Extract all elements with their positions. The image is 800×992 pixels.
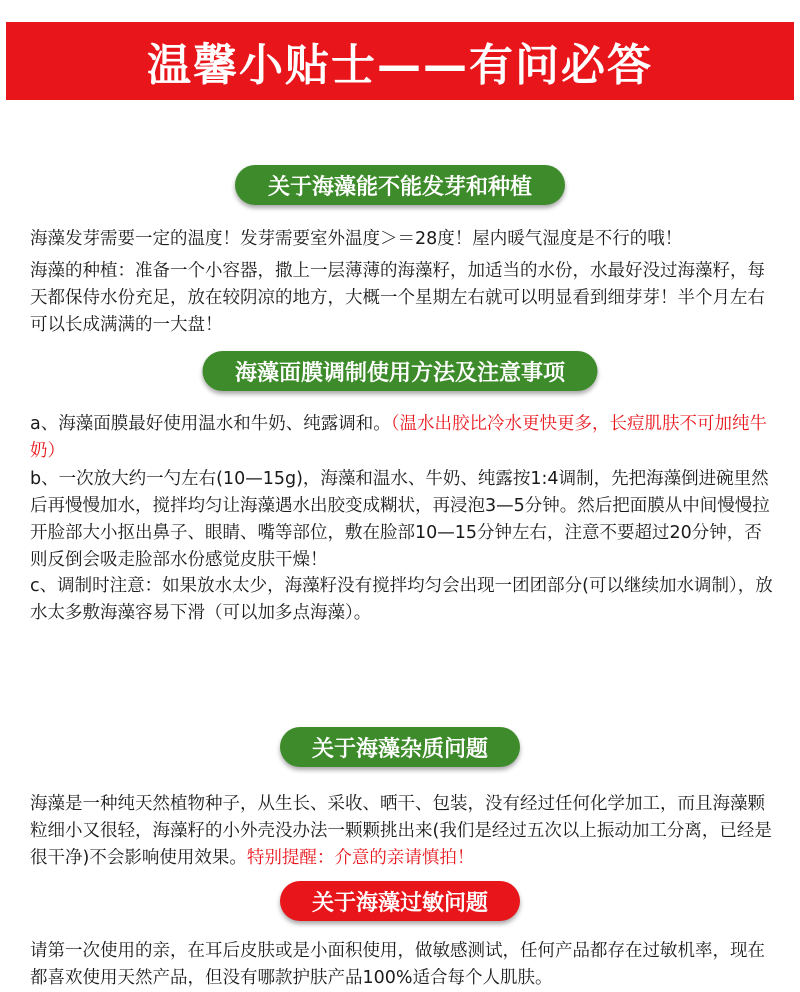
header-banner xyxy=(6,22,794,100)
impurity-paragraph xyxy=(30,791,775,872)
impurity-text: 海藻是一种纯天然植物种子，从生长、采收、晒干、包装，没有经过任何化学加工，而且海藻颗粒细小又很轻，海藻籽的小外壳没办法一颗颗挑出来(我们是经过五次以上振动加工分离，已经是很干净)不会影响使用效果。 xyxy=(30,794,772,868)
impurity-note: 特别提醒：介意的亲请慎拍！ xyxy=(246,848,475,868)
mask-step-b: b、一次放大约一勺左右(10—15g)，海藻和温水、牛奶、纯露按1:4调制，先把海藻倒进碗里然后再慢慢加水，搅拌均匀让海藻遇水出胶变成糊状，再浸泡3—5分钟。然后把面膜从中间慢慢拉开脸部大小抠出鼻子、眼睛、嘴等部位，敷在脸部10—15分钟左右，注意不要超过20分钟，否则反倒会吸走脸部水份感觉皮肤干燥！ xyxy=(30,469,770,570)
mask-step-a-text: a、海藻面膜最好使用温水和牛奶、纯露调和。 xyxy=(30,414,391,434)
mask-step-a xyxy=(30,411,775,465)
page-title: 温馨小贴士——有问必答 xyxy=(147,40,653,91)
allergy-text: 请第一次使用的亲，在耳后皮肤或是小面积使用，做敏感测试，任何产品都存在过敏机率，现在都喜欢使用天然产品，但没有哪款护肤产品100%适合每个人肌肤。 xyxy=(30,941,765,988)
sprout-planting-text: 海藻的种植：准备一个小容器，撒上一层薄薄的海藻籽，加适当的水份，水最好没过海藻籽，每天都保侍水份充足，放在较阴凉的地方，大概一个星期左右就可以明显看到细芽芽！半个月左右可以长成满满的一大盘！ xyxy=(30,261,765,335)
section-heading-sprout: 关于海藻能不能发芽和种植 xyxy=(235,165,565,205)
section-heading-allergy: 关于海藻过敏问题 xyxy=(280,881,520,921)
mask-step-a-note: （温水出胶比冷水更快更多，长痘肌肤不可加纯牛奶） xyxy=(30,414,767,461)
sprout-temperature-text: 海藻发芽需要一定的温度！发芽需要室外温度＞＝28度！屋内暖气湿度是不行的哦！ xyxy=(30,229,683,249)
mask-step-c: c、调制时注意：如果放水太少，海藻籽没有搅拌均匀会出现一团团部分(可以继续加水调制），放水太多敷海藻容易下滑（可以加多点海藻）。 xyxy=(30,576,773,623)
section-heading-impurity: 关于海藻杂质问题 xyxy=(280,727,520,767)
section-heading-mask: 海藻面膜调制使用方法及注意事项 xyxy=(203,351,598,391)
